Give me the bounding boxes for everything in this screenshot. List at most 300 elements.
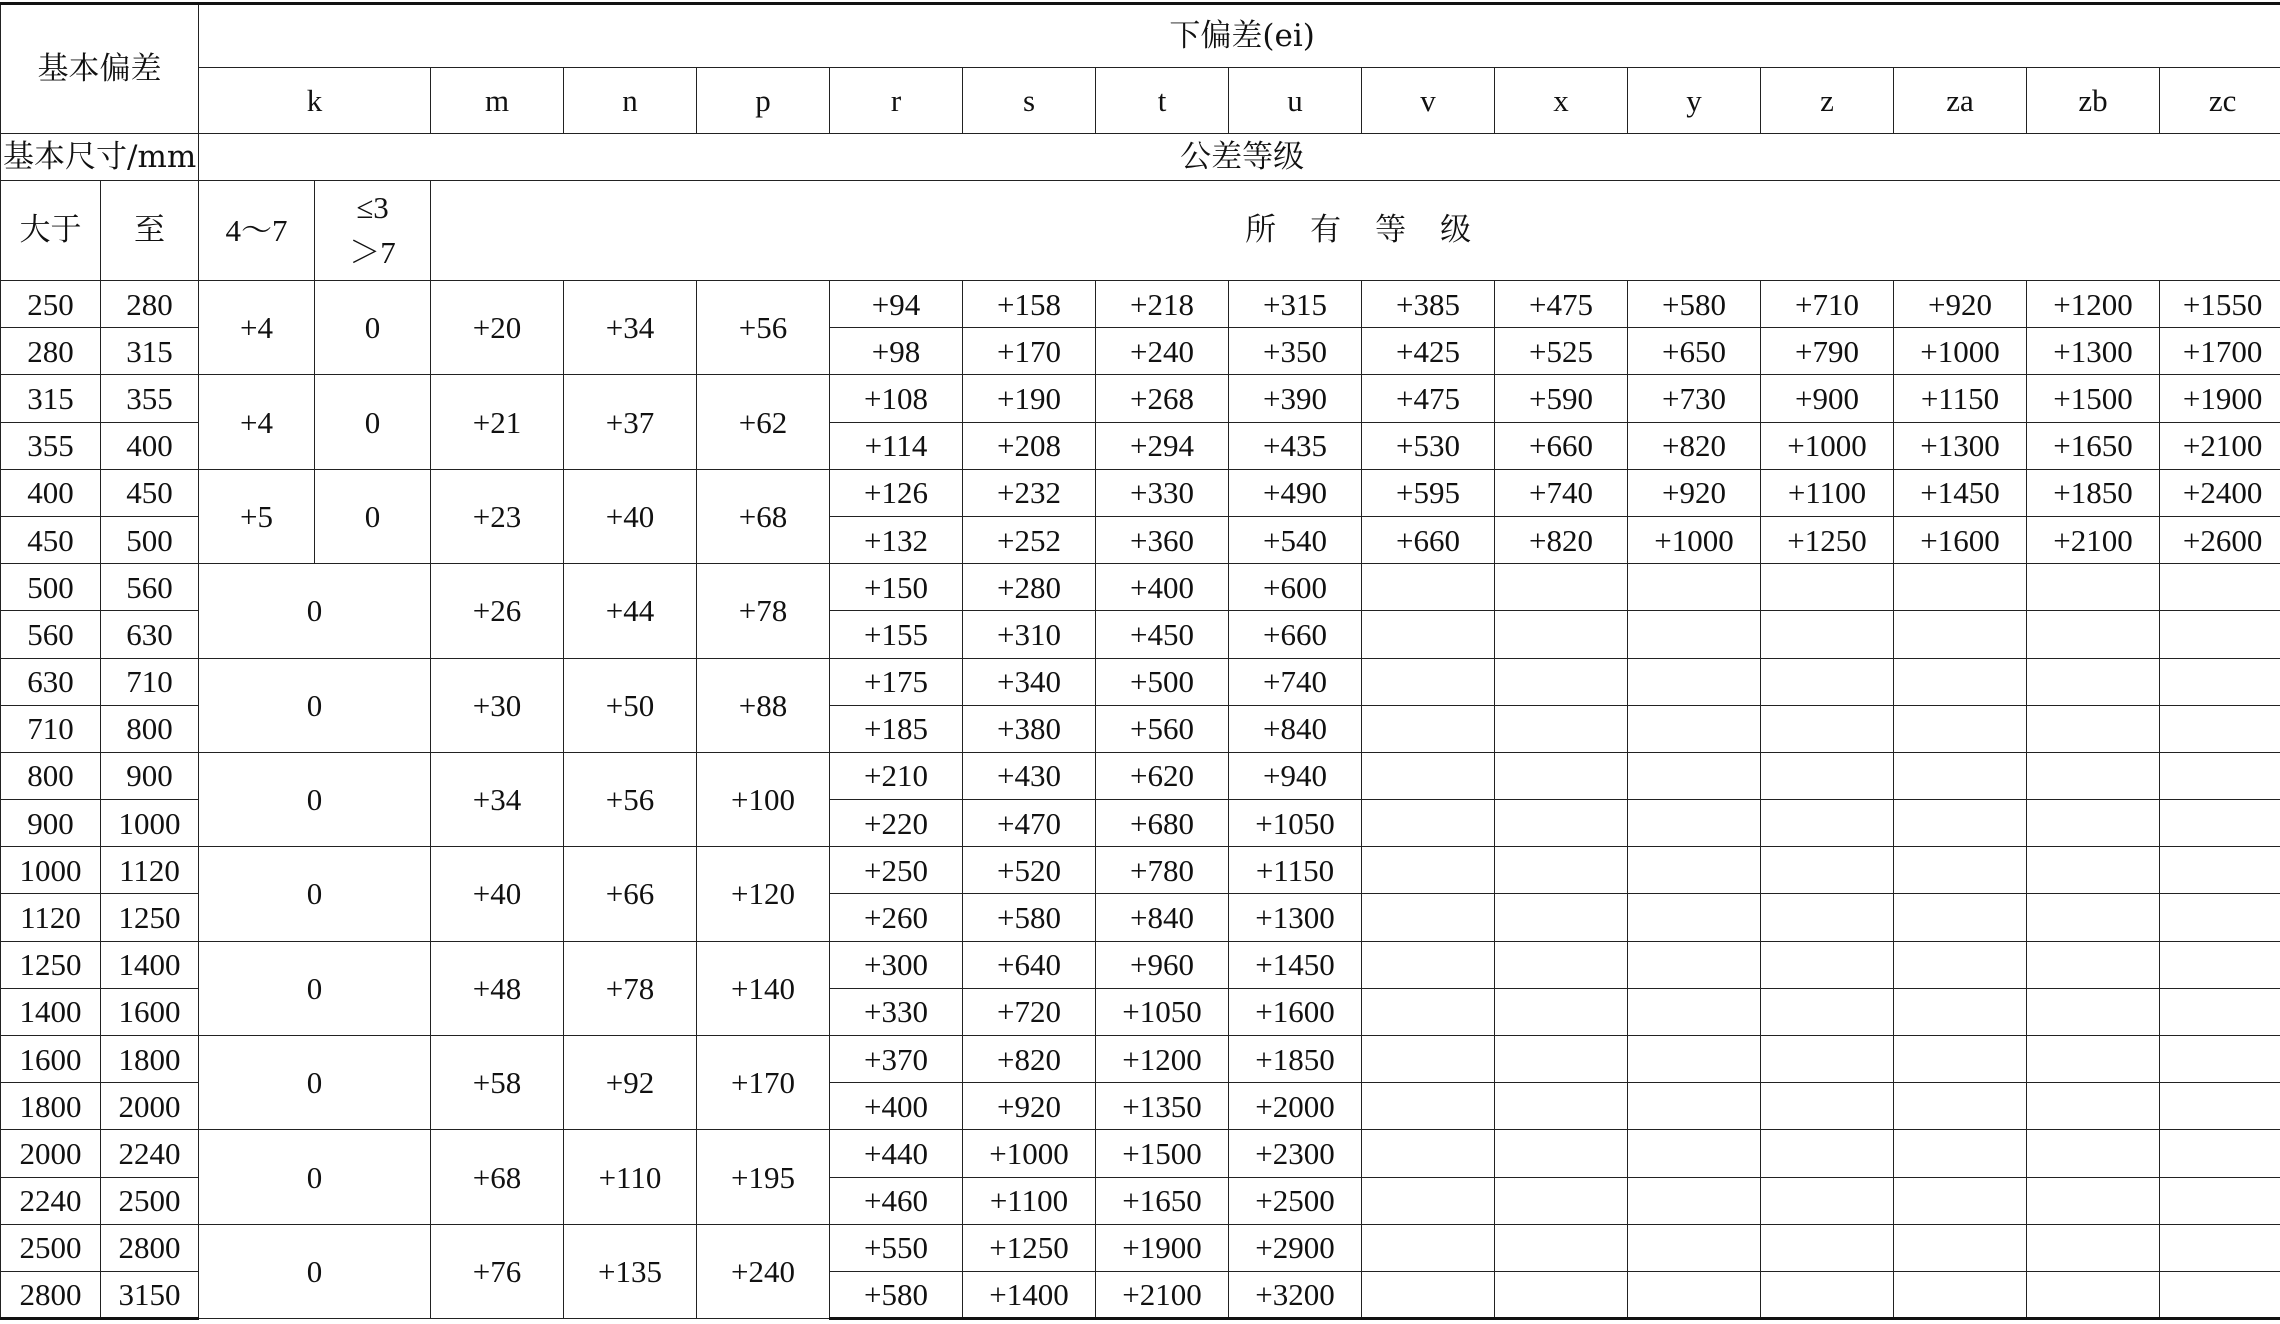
za-cell: +1600 — [1894, 516, 2027, 563]
x-cell — [1495, 658, 1628, 705]
m-cell: +20 — [431, 281, 564, 375]
table-row — [1, 658, 2280, 705]
s-cell: +520 — [963, 847, 1096, 894]
col-header-y: y — [1628, 68, 1761, 134]
t-cell: +1500 — [1096, 1130, 1229, 1177]
t-cell: +500 — [1096, 658, 1229, 705]
zb-cell — [2027, 1224, 2160, 1271]
zb-cell — [2027, 941, 2160, 988]
col-header-v: v — [1362, 68, 1495, 134]
r-cell: +220 — [830, 800, 963, 847]
size-from-cell: 2000 — [1, 1130, 101, 1177]
z-cell — [1761, 941, 1894, 988]
size-to-cell: 710 — [101, 658, 199, 705]
z-cell — [1761, 800, 1894, 847]
zb-cell — [2027, 1036, 2160, 1083]
r-cell: +94 — [830, 281, 963, 328]
za-cell: +1150 — [1894, 375, 2027, 422]
size-from-cell: 1600 — [1, 1036, 101, 1083]
y-cell — [1628, 988, 1761, 1035]
col-header-u: u — [1229, 68, 1362, 134]
za-cell: +1000 — [1894, 328, 2027, 375]
zc-cell — [2160, 941, 2280, 988]
zc-cell — [2160, 800, 2280, 847]
table-body — [1, 4, 2280, 1319]
col-header-zc: zc — [2160, 68, 2280, 134]
v-cell — [1362, 988, 1495, 1035]
size-to-cell: 2000 — [101, 1083, 199, 1130]
zc-cell: +2600 — [2160, 516, 2280, 563]
m-cell: +34 — [431, 752, 564, 846]
k-4-7-cell: +4 — [199, 281, 315, 375]
r-cell: +185 — [830, 705, 963, 752]
zb-cell — [2027, 1130, 2160, 1177]
s-cell: +1250 — [963, 1224, 1096, 1271]
zc-cell: +1900 — [2160, 375, 2280, 422]
za-cell — [1894, 988, 2027, 1035]
v-cell — [1362, 1271, 1495, 1318]
z-cell: +790 — [1761, 328, 1894, 375]
n-cell: +92 — [564, 1036, 697, 1130]
v-cell — [1362, 752, 1495, 799]
p-cell: +195 — [697, 1130, 830, 1224]
size-to-cell: 280 — [101, 281, 199, 328]
up-to-header: 至 — [101, 181, 199, 281]
size-to-cell: 1800 — [101, 1036, 199, 1083]
k-cell: 0 — [199, 847, 431, 941]
s-cell: +470 — [963, 800, 1096, 847]
t-cell: +620 — [1096, 752, 1229, 799]
basic-deviation-header: 基本偏差 — [1, 4, 199, 134]
zb-cell — [2027, 658, 2160, 705]
za-cell — [1894, 1036, 2027, 1083]
y-cell — [1628, 800, 1761, 847]
m-cell: +30 — [431, 658, 564, 752]
u-cell: +435 — [1229, 422, 1362, 469]
m-cell: +58 — [431, 1036, 564, 1130]
k-cell: 0 — [199, 752, 431, 846]
v-cell — [1362, 611, 1495, 658]
v-cell — [1362, 1036, 1495, 1083]
y-cell — [1628, 611, 1761, 658]
r-cell: +260 — [830, 894, 963, 941]
x-cell — [1495, 1177, 1628, 1224]
r-cell: +132 — [830, 516, 963, 563]
y-cell: +580 — [1628, 281, 1761, 328]
k-grade-other-header — [315, 181, 431, 281]
z-cell — [1761, 988, 1894, 1035]
t-cell: +560 — [1096, 705, 1229, 752]
table-row — [1, 564, 2280, 611]
header-row-3 — [1, 134, 2280, 181]
header-row-1 — [1, 4, 2280, 68]
k-other-cell: 0 — [315, 469, 431, 563]
r-cell: +400 — [830, 1083, 963, 1130]
greater-than-header: 大于 — [1, 181, 101, 281]
u-cell: +840 — [1229, 705, 1362, 752]
size-from-cell: 250 — [1, 281, 101, 328]
k-cell: 0 — [199, 941, 431, 1035]
t-cell: +400 — [1096, 564, 1229, 611]
u-cell: +490 — [1229, 469, 1362, 516]
y-cell: +650 — [1628, 328, 1761, 375]
table-row — [1, 1130, 2280, 1177]
z-cell — [1761, 1130, 1894, 1177]
zb-cell — [2027, 1083, 2160, 1130]
s-cell: +340 — [963, 658, 1096, 705]
u-cell: +350 — [1229, 328, 1362, 375]
r-cell: +114 — [830, 422, 963, 469]
col-header-n: n — [564, 68, 697, 134]
col-header-r: r — [830, 68, 963, 134]
m-cell: +76 — [431, 1224, 564, 1318]
size-to-cell: 315 — [101, 328, 199, 375]
y-cell — [1628, 658, 1761, 705]
m-cell: +26 — [431, 564, 564, 658]
x-cell — [1495, 705, 1628, 752]
s-cell: +252 — [963, 516, 1096, 563]
zc-cell — [2160, 611, 2280, 658]
s-cell: +208 — [963, 422, 1096, 469]
size-from-cell: 400 — [1, 469, 101, 516]
zc-cell — [2160, 1130, 2280, 1177]
r-cell: +550 — [830, 1224, 963, 1271]
x-cell: +740 — [1495, 469, 1628, 516]
zc-cell — [2160, 658, 2280, 705]
za-cell — [1894, 1083, 2027, 1130]
zc-cell — [2160, 1177, 2280, 1224]
x-cell — [1495, 1271, 1628, 1318]
u-cell: +1300 — [1229, 894, 1362, 941]
k-grade-gt7: ＞7 — [349, 234, 396, 270]
t-cell: +1050 — [1096, 988, 1229, 1035]
x-cell: +820 — [1495, 516, 1628, 563]
z-cell — [1761, 1083, 1894, 1130]
n-cell: +44 — [564, 564, 697, 658]
r-cell: +108 — [830, 375, 963, 422]
size-from-cell: 1800 — [1, 1083, 101, 1130]
r-cell: +250 — [830, 847, 963, 894]
k-cell: 0 — [199, 1224, 431, 1318]
y-cell — [1628, 894, 1761, 941]
m-cell: +68 — [431, 1130, 564, 1224]
t-cell: +330 — [1096, 469, 1229, 516]
z-cell — [1761, 564, 1894, 611]
zc-cell — [2160, 1224, 2280, 1271]
n-cell: +37 — [564, 375, 697, 469]
size-from-cell: 1120 — [1, 894, 101, 941]
zc-cell — [2160, 1083, 2280, 1130]
table-row — [1, 375, 2280, 422]
u-cell: +660 — [1229, 611, 1362, 658]
n-cell: +66 — [564, 847, 697, 941]
col-header-zb: zb — [2027, 68, 2160, 134]
z-cell: +1100 — [1761, 469, 1894, 516]
za-cell — [1894, 564, 2027, 611]
s-cell: +640 — [963, 941, 1096, 988]
u-cell: +315 — [1229, 281, 1362, 328]
z-cell: +1000 — [1761, 422, 1894, 469]
y-cell: +1000 — [1628, 516, 1761, 563]
size-to-cell: 630 — [101, 611, 199, 658]
u-cell: +390 — [1229, 375, 1362, 422]
v-cell — [1362, 658, 1495, 705]
y-cell — [1628, 1130, 1761, 1177]
r-cell: +150 — [830, 564, 963, 611]
s-cell: +1100 — [963, 1177, 1096, 1224]
s-cell: +232 — [963, 469, 1096, 516]
z-cell — [1761, 1036, 1894, 1083]
zb-cell: +1850 — [2027, 469, 2160, 516]
size-to-cell: 1250 — [101, 894, 199, 941]
x-cell: +590 — [1495, 375, 1628, 422]
col-header-k: k — [199, 68, 431, 134]
p-cell: +62 — [697, 375, 830, 469]
p-cell: +240 — [697, 1224, 830, 1318]
v-cell: +660 — [1362, 516, 1495, 563]
zc-cell: +2400 — [2160, 469, 2280, 516]
t-cell: +780 — [1096, 847, 1229, 894]
table-row — [1, 752, 2280, 799]
size-from-cell: 355 — [1, 422, 101, 469]
u-cell: +540 — [1229, 516, 1362, 563]
k-other-cell: 0 — [315, 281, 431, 375]
t-cell: +240 — [1096, 328, 1229, 375]
r-cell: +580 — [830, 1271, 963, 1318]
v-cell — [1362, 1224, 1495, 1271]
size-from-cell: 560 — [1, 611, 101, 658]
za-cell: +1300 — [1894, 422, 2027, 469]
size-to-cell: 355 — [101, 375, 199, 422]
t-cell: +1350 — [1096, 1083, 1229, 1130]
x-cell — [1495, 611, 1628, 658]
t-cell: +268 — [1096, 375, 1229, 422]
m-cell: +21 — [431, 375, 564, 469]
zc-cell — [2160, 1036, 2280, 1083]
s-cell: +190 — [963, 375, 1096, 422]
u-cell: +1150 — [1229, 847, 1362, 894]
za-cell — [1894, 658, 2027, 705]
v-cell: +475 — [1362, 375, 1495, 422]
size-from-cell: 800 — [1, 752, 101, 799]
r-cell: +155 — [830, 611, 963, 658]
r-cell: +126 — [830, 469, 963, 516]
k-grade-4-7-header: 4～7 — [199, 181, 315, 281]
zc-cell: +1550 — [2160, 281, 2280, 328]
u-cell: +940 — [1229, 752, 1362, 799]
v-cell — [1362, 894, 1495, 941]
s-cell: +580 — [963, 894, 1096, 941]
col-header-z: z — [1761, 68, 1894, 134]
zb-cell — [2027, 847, 2160, 894]
zb-cell — [2027, 611, 2160, 658]
zb-cell — [2027, 800, 2160, 847]
size-from-cell: 2500 — [1, 1224, 101, 1271]
x-cell — [1495, 752, 1628, 799]
y-cell — [1628, 941, 1761, 988]
y-cell: +820 — [1628, 422, 1761, 469]
x-cell — [1495, 564, 1628, 611]
zb-cell — [2027, 564, 2160, 611]
z-cell — [1761, 894, 1894, 941]
k-cell: 0 — [199, 564, 431, 658]
v-cell — [1362, 1130, 1495, 1177]
size-to-cell: 2500 — [101, 1177, 199, 1224]
t-cell: +294 — [1096, 422, 1229, 469]
z-cell — [1761, 1177, 1894, 1224]
v-cell — [1362, 705, 1495, 752]
v-cell: +595 — [1362, 469, 1495, 516]
p-cell: +140 — [697, 941, 830, 1035]
col-header-za: za — [1894, 68, 2027, 134]
z-cell — [1761, 1224, 1894, 1271]
m-cell: +48 — [431, 941, 564, 1035]
basic-size-header: 基本尺寸/mm — [1, 134, 199, 181]
zc-cell — [2160, 847, 2280, 894]
t-cell: +840 — [1096, 894, 1229, 941]
zb-cell — [2027, 1271, 2160, 1318]
x-cell — [1495, 1130, 1628, 1177]
x-cell — [1495, 988, 1628, 1035]
n-cell: +34 — [564, 281, 697, 375]
u-cell: +2500 — [1229, 1177, 1362, 1224]
t-cell: +1650 — [1096, 1177, 1229, 1224]
p-cell: +100 — [697, 752, 830, 846]
z-cell: +710 — [1761, 281, 1894, 328]
r-cell: +98 — [830, 328, 963, 375]
za-cell — [1894, 1224, 2027, 1271]
k-other-cell: 0 — [315, 375, 431, 469]
s-cell: +720 — [963, 988, 1096, 1035]
t-cell: +1900 — [1096, 1224, 1229, 1271]
size-to-cell: 560 — [101, 564, 199, 611]
t-cell: +2100 — [1096, 1271, 1229, 1318]
s-cell: +380 — [963, 705, 1096, 752]
size-to-cell: 1000 — [101, 800, 199, 847]
n-cell: +50 — [564, 658, 697, 752]
header-row-letters — [1, 68, 2280, 134]
x-cell — [1495, 800, 1628, 847]
k-grade-le3: ≤3 — [356, 189, 389, 225]
s-cell: +310 — [963, 611, 1096, 658]
col-header-p: p — [697, 68, 830, 134]
z-cell — [1761, 611, 1894, 658]
x-cell: +525 — [1495, 328, 1628, 375]
zc-cell — [2160, 564, 2280, 611]
za-cell — [1894, 611, 2027, 658]
p-cell: +56 — [697, 281, 830, 375]
u-cell: +2000 — [1229, 1083, 1362, 1130]
s-cell: +170 — [963, 328, 1096, 375]
zb-cell: +1650 — [2027, 422, 2160, 469]
k-cell: 0 — [199, 658, 431, 752]
zb-cell — [2027, 752, 2160, 799]
z-cell — [1761, 705, 1894, 752]
size-to-cell: 500 — [101, 516, 199, 563]
size-to-cell: 400 — [101, 422, 199, 469]
zb-cell — [2027, 988, 2160, 1035]
size-to-cell: 1120 — [101, 847, 199, 894]
n-cell: +56 — [564, 752, 697, 846]
t-cell: +1200 — [1096, 1036, 1229, 1083]
za-cell — [1894, 847, 2027, 894]
col-header-t: t — [1096, 68, 1229, 134]
y-cell — [1628, 1083, 1761, 1130]
y-cell — [1628, 705, 1761, 752]
y-cell — [1628, 1224, 1761, 1271]
za-cell — [1894, 705, 2027, 752]
r-cell: +210 — [830, 752, 963, 799]
zc-cell — [2160, 752, 2280, 799]
size-from-cell: 500 — [1, 564, 101, 611]
y-cell — [1628, 564, 1761, 611]
v-cell — [1362, 800, 1495, 847]
size-from-cell: 710 — [1, 705, 101, 752]
u-cell: +740 — [1229, 658, 1362, 705]
z-cell — [1761, 752, 1894, 799]
s-cell: +1000 — [963, 1130, 1096, 1177]
u-cell: +3200 — [1229, 1271, 1362, 1318]
za-cell: +920 — [1894, 281, 2027, 328]
z-cell: +1250 — [1761, 516, 1894, 563]
p-cell: +120 — [697, 847, 830, 941]
u-cell: +2900 — [1229, 1224, 1362, 1271]
zb-cell — [2027, 705, 2160, 752]
y-cell: +730 — [1628, 375, 1761, 422]
p-cell: +88 — [697, 658, 830, 752]
zc-cell: +1700 — [2160, 328, 2280, 375]
lower-deviation-header: 下偏差(ei) — [199, 4, 2280, 68]
table-wrapper — [0, 2, 2280, 1320]
v-cell — [1362, 1177, 1495, 1224]
t-cell: +450 — [1096, 611, 1229, 658]
size-from-cell: 630 — [1, 658, 101, 705]
size-to-cell: 3150 — [101, 1271, 199, 1318]
col-header-m: m — [431, 68, 564, 134]
size-from-cell: 900 — [1, 800, 101, 847]
table-row — [1, 281, 2280, 328]
tolerance-grade-header: 公差等级 — [199, 134, 2280, 181]
r-cell: +460 — [830, 1177, 963, 1224]
r-cell: +300 — [830, 941, 963, 988]
size-from-cell: 315 — [1, 375, 101, 422]
table-row — [1, 1036, 2280, 1083]
za-cell — [1894, 1130, 2027, 1177]
size-from-cell: 1400 — [1, 988, 101, 1035]
t-cell: +960 — [1096, 941, 1229, 988]
zc-cell: +2100 — [2160, 422, 2280, 469]
size-from-cell: 450 — [1, 516, 101, 563]
y-cell — [1628, 1036, 1761, 1083]
v-cell: +385 — [1362, 281, 1495, 328]
all-grades-header: 所有等级 — [431, 181, 2280, 281]
n-cell: +135 — [564, 1224, 697, 1318]
x-cell — [1495, 1083, 1628, 1130]
s-cell: +1400 — [963, 1271, 1096, 1318]
zb-cell: +1300 — [2027, 328, 2160, 375]
v-cell: +530 — [1362, 422, 1495, 469]
x-cell — [1495, 1224, 1628, 1271]
z-cell — [1761, 1271, 1894, 1318]
header-row-4 — [1, 181, 2280, 281]
u-cell: +1600 — [1229, 988, 1362, 1035]
za-cell — [1894, 1177, 2027, 1224]
y-cell: +920 — [1628, 469, 1761, 516]
size-to-cell: 2240 — [101, 1130, 199, 1177]
za-cell — [1894, 894, 2027, 941]
n-cell: +40 — [564, 469, 697, 563]
k-cell: 0 — [199, 1036, 431, 1130]
